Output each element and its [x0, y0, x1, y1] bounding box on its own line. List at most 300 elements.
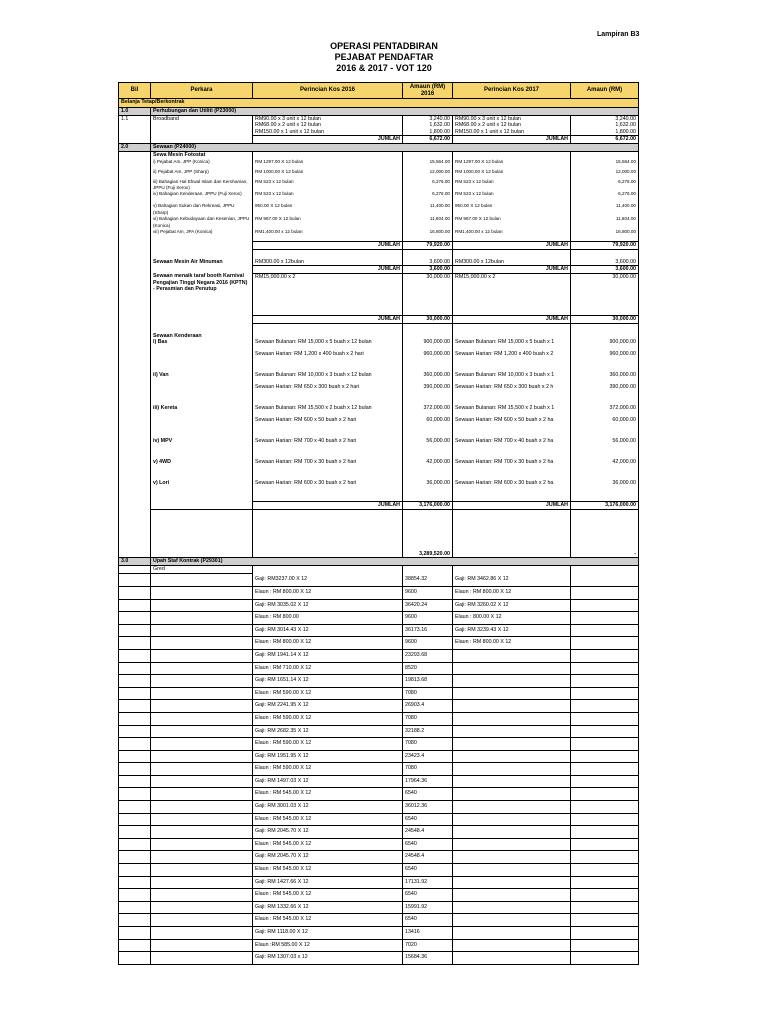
- amaun-2016-cell: 26903.4: [403, 700, 453, 713]
- amaun-2016-cell: 6540: [403, 864, 453, 877]
- amaun-2016-cell: 7080: [403, 687, 453, 700]
- bil-cell: [119, 315, 151, 323]
- doc-title-line-1: OPERASI PENTADBIRAN: [330, 41, 438, 51]
- amaun-2017-cell: [571, 624, 639, 637]
- amaun-2017-cell: 11,400.00: [571, 203, 639, 216]
- amaun-2017-cell: [571, 700, 639, 713]
- perincian-2016-cell: Gaji: RM 1118.00 X 12: [253, 927, 403, 940]
- perincian-2016-cell: Gaji: RM 1307.03 x 12: [253, 952, 403, 965]
- perkara-cell: v) Lori: [151, 480, 253, 492]
- jumlah-label-2017: JUMLAH: [453, 136, 571, 144]
- bil-cell: [119, 216, 151, 229]
- salary-row: [119, 927, 639, 940]
- amaun-2016-cell: 6540: [403, 889, 453, 902]
- amaun-2016-cell: 372,000.00: [403, 405, 453, 417]
- fotostat-row: [119, 216, 639, 229]
- perincian-2016-cell: Sewaan Bulanan: RM 15,500 x 2 buah x 12 bulan: [253, 405, 403, 417]
- perincian-2017-cell: [453, 649, 571, 662]
- section-title: Upah Staf Kontrak (P29301): [151, 558, 639, 566]
- amaun-2017-cell: [571, 952, 639, 965]
- fotostat-row: [119, 179, 639, 192]
- perincian-2017-cell: [453, 864, 571, 877]
- perkara-cell: [151, 763, 253, 776]
- amaun-2016-cell: [403, 566, 453, 574]
- perincian-2016-cell: Gaji: RM 2045.70 X 12: [253, 826, 403, 839]
- perincian-2017-cell: RM 1297.00 X 12 bulan: [453, 159, 571, 169]
- section-header-row: [119, 108, 639, 116]
- perincian-2016-cell: Elaun : RM 590.00 X 12: [253, 763, 403, 776]
- perkara-cell: [151, 586, 253, 599]
- perincian-2017-cell: [453, 687, 571, 700]
- total-2017: 3,176,000.00: [571, 502, 639, 510]
- perincian-2017-cell: RM150.00 x 1 unit x 12 bulan: [453, 129, 571, 136]
- kenderaan-row: [119, 384, 639, 396]
- perkara-cell: [151, 502, 253, 510]
- bil-cell: [119, 624, 151, 637]
- bil-cell: [119, 574, 151, 587]
- bil-cell: [119, 417, 151, 429]
- bil-cell: [119, 801, 151, 814]
- amaun-2016-cell: 36012.36: [403, 801, 453, 814]
- bil-cell: [119, 725, 151, 738]
- section-title: Sewaan (P24000): [151, 144, 639, 152]
- salary-row: [119, 750, 639, 763]
- salary-row: [119, 712, 639, 725]
- bil-cell: [119, 599, 151, 612]
- salary-row: [119, 952, 639, 965]
- amaun-2016-cell: 3,600.00: [403, 259, 453, 266]
- bil-cell: [119, 136, 151, 144]
- perincian-2016-cell: Elaun : RM 590.00 X 12: [253, 687, 403, 700]
- bil-cell: [119, 687, 151, 700]
- perkara-cell: [151, 384, 253, 396]
- fotostat-row: [119, 169, 639, 179]
- perkara-cell: [151, 624, 253, 637]
- section-header-row: [119, 144, 639, 152]
- perkara-cell: [151, 687, 253, 700]
- bil-cell: [119, 939, 151, 952]
- salary-row: [119, 813, 639, 826]
- perincian-2016-cell: Gaji: RM 3035.02 X 12: [253, 599, 403, 612]
- amaun-2016-cell: [403, 152, 453, 159]
- perincian-2016-cell: Gaji: RM 2045.70 X 12: [253, 851, 403, 864]
- amaun-2016-cell: 30,000.00: [403, 273, 453, 315]
- perincian-2017-cell: Sewaan Harian: RM 600 x 30 buah x 2 ha: [453, 480, 571, 492]
- amaun-2017-cell: [571, 687, 639, 700]
- bil-cell: [119, 637, 151, 650]
- category-label: Belanja Tetap/Berkontrak: [119, 99, 639, 108]
- perkara-cell: [151, 351, 253, 363]
- amaun-2017-cell: [571, 637, 639, 650]
- amaun-2016-cell: 1,800.00: [403, 129, 453, 136]
- bil-cell: [119, 159, 151, 169]
- perincian-2016-cell: Sewaan Harian: RM 1,200 x 400 buah x 2 hari: [253, 351, 403, 363]
- amaun-2017-cell: [571, 574, 639, 587]
- perkara-cell: [151, 939, 253, 952]
- salary-row: [119, 876, 639, 889]
- perkara-cell: Sewa Mesin Fotostat: [151, 152, 253, 159]
- jumlah-row: [119, 265, 639, 273]
- perincian-2016-cell: RM1,400.00 x 12 bulan: [253, 229, 403, 241]
- perincian-2016-cell: Elaun : RM 545.00 X 12: [253, 864, 403, 877]
- salary-row: [119, 763, 639, 776]
- perincian-2016-cell: Elaun : RM 545.00 X 12: [253, 788, 403, 801]
- bil-cell: [119, 129, 151, 136]
- perincian-2016-cell: Sewaan Bulanan: RM 15,000 x 5 buah x 12 bulan: [253, 339, 403, 351]
- amaun-2017-cell: [571, 801, 639, 814]
- amaun-2016-cell: 36420.24: [403, 599, 453, 612]
- amaun-2017-cell: 960,000.00: [571, 351, 639, 363]
- amaun-2017-cell: [571, 612, 639, 625]
- perincian-2016-cell: Gaji: RM 1497.03 X 12: [253, 775, 403, 788]
- budget-table: [118, 82, 639, 965]
- perkara-cell: [151, 725, 253, 738]
- perincian-2017-cell: [453, 788, 571, 801]
- bil-cell: [119, 662, 151, 675]
- perkara-cell: [151, 700, 253, 713]
- bil-cell: [119, 775, 151, 788]
- bil-cell: 1.1: [119, 116, 151, 123]
- salary-row: [119, 612, 639, 625]
- fotostat-row: [119, 203, 639, 216]
- salary-row: [119, 675, 639, 688]
- amaun-2016-cell: 9600: [403, 612, 453, 625]
- spacer-row: [119, 396, 639, 405]
- perincian-2016-cell: Gaji: RM 1951.95 X 12: [253, 750, 403, 763]
- perincian-2017-cell: [453, 662, 571, 675]
- perkara-cell: iii) Kereta: [151, 405, 253, 417]
- perkara-cell: Sewaan Mesin Air Minuman: [151, 259, 253, 266]
- grand-total-2016: 3,289,520.00: [403, 510, 453, 558]
- salary-row: [119, 939, 639, 952]
- amaun-2017-cell: 3,600.00: [571, 259, 639, 266]
- amaun-2016-cell: 24548.4: [403, 851, 453, 864]
- amaun-2016-cell: 7080: [403, 763, 453, 776]
- perincian-2017-cell: Gaji: RM 3462.86 X 12: [453, 574, 571, 587]
- perincian-2017-cell: [453, 826, 571, 839]
- amaun-2017-cell: [571, 675, 639, 688]
- perincian-2016-cell: Sewaan Harian: RM 600 x 30 buah x 2 hari: [253, 480, 403, 492]
- bil-cell: [119, 712, 151, 725]
- amaun-2017-cell: [571, 788, 639, 801]
- budget-table-body: [119, 83, 639, 965]
- perincian-2017-cell: [453, 813, 571, 826]
- amaun-2016-cell: 390,000.00: [403, 384, 453, 396]
- kenderaan-row: [119, 339, 639, 351]
- perincian-2017-cell: [453, 889, 571, 902]
- kenderaan-row: [119, 372, 639, 384]
- amaun-2016-cell: 60,000.00: [403, 417, 453, 429]
- perkara-cell: Sewaan menaik taraf booth Karnival Pengajian Tinggi Negara 2016 (KPTN) - Perasmian dan Penutup: [151, 273, 253, 315]
- salary-row: [119, 599, 639, 612]
- perkara-cell: ii) Van: [151, 372, 253, 384]
- amaun-2017-cell: [571, 851, 639, 864]
- perincian-2017-cell: Elaun : 800.00 X 12: [453, 612, 571, 625]
- section-number: 2.0: [119, 144, 151, 152]
- bil-cell: [119, 675, 151, 688]
- amaun-2017-cell: [571, 725, 639, 738]
- perincian-2016-cell: Sewaan Harian: RM 650 x 300 buah x 2 hari: [253, 384, 403, 396]
- total-2017: 3,600.00: [571, 265, 639, 273]
- amaun-2017-cell: 11,604.00: [571, 216, 639, 229]
- perkara-cell: vii) Pejabat Am, JPA (Konica): [151, 229, 253, 241]
- perincian-2016-cell: 950.00 X 12 bulan: [253, 203, 403, 216]
- header-bil: Bil: [119, 83, 151, 99]
- kenderaan-row: [119, 351, 639, 363]
- amaun-2017-cell: [571, 599, 639, 612]
- perincian-2016-cell: RM68.00 x 2 unit x 12 bulan: [253, 122, 403, 128]
- amaun-2016-cell: 36173.16: [403, 624, 453, 637]
- perincian-2017-cell: [453, 712, 571, 725]
- perincian-2016-cell: Elaun : RM 545.00 X 12: [253, 813, 403, 826]
- bil-cell: [119, 384, 151, 396]
- perincian-2016-cell: RM150.00 x 1 unit x 12 bulan: [253, 129, 403, 136]
- spacer-row: [119, 492, 639, 502]
- salary-row: [119, 586, 639, 599]
- amaun-2016-cell: 6540: [403, 813, 453, 826]
- booth-row: [119, 273, 639, 315]
- amaun-2016-cell: 15991.92: [403, 901, 453, 914]
- perincian-2016-cell: Gaji: RM 1651.14 X 12: [253, 675, 403, 688]
- amaun-2017-cell: [571, 649, 639, 662]
- perkara-cell: [151, 599, 253, 612]
- perincian-2016-cell: RM300.00 x 12bulan: [253, 259, 403, 266]
- amaun-2016-cell: 15684.36: [403, 952, 453, 965]
- perkara-cell: iii) Bahagian Hal Ehwal Islam dan Kerohanian, JPPU (Fuji Xerox): [151, 179, 253, 192]
- perincian-2016-cell: Elaun : RM 545.00 X 12: [253, 914, 403, 927]
- amaun-2016-cell: 7020: [403, 939, 453, 952]
- perkara-cell: [151, 788, 253, 801]
- amaun-2017-cell: [571, 876, 639, 889]
- amaun-2017-cell: 6,276.00: [571, 191, 639, 203]
- amaun-2017-cell: [571, 738, 639, 751]
- amaun-2016-cell: 42,000.00: [403, 459, 453, 471]
- amaun-2016-cell: 56,000.00: [403, 438, 453, 450]
- amaun-2016-cell: 17964.36: [403, 775, 453, 788]
- perincian-2016-cell: Elaun :RM 585.00 X 12: [253, 939, 403, 952]
- amaun-2016-cell: 6540: [403, 914, 453, 927]
- perincian-2017-cell: Sewaan Bulanan: RM 15,500 x 2 buah x 1: [453, 405, 571, 417]
- fotostat-row: [119, 229, 639, 241]
- header-amaun-2017: Amaun (RM): [571, 83, 639, 99]
- perincian-2017-cell: [453, 876, 571, 889]
- spacer-row: [119, 450, 639, 459]
- perincian-2017-cell: Sewaan Harian: RM 650 x 300 buah x 2 h: [453, 384, 571, 396]
- bil-cell: [119, 838, 151, 851]
- amaun-2017-cell: [571, 813, 639, 826]
- perkara-cell: [151, 927, 253, 940]
- amaun-2016-cell: 32188.2: [403, 725, 453, 738]
- salary-row: [119, 851, 639, 864]
- perincian-2016-cell: Elaun : RM 710.00 X 12: [253, 662, 403, 675]
- broadband-row: [119, 116, 639, 123]
- perincian-2016-cell: Sewaan Harian: RM 700 x 30 buah x 2 hari: [253, 459, 403, 471]
- amaun-2017-cell: 16,800.00: [571, 229, 639, 241]
- amaun-2017-cell: 15,564.00: [571, 159, 639, 169]
- fotostat-row: [119, 159, 639, 169]
- perkara-cell: [151, 315, 253, 323]
- bil-cell: [119, 510, 151, 558]
- perincian-2016-cell: [253, 152, 403, 159]
- amaun-2017-cell: 12,000.00: [571, 169, 639, 179]
- bil-cell: [119, 265, 151, 273]
- perincian-2016-cell: RM 1297.00 X 12 bulan: [253, 159, 403, 169]
- bil-cell: [119, 259, 151, 266]
- perincian-2016-cell: RM90.00 x 3 unit x 12 bulan: [253, 116, 403, 123]
- fotostat-row: [119, 191, 639, 203]
- bil-cell: [119, 763, 151, 776]
- perkara-cell: [151, 612, 253, 625]
- bil-cell: [119, 203, 151, 216]
- header-perincian-2017: Perincian Kos 2017: [453, 83, 571, 99]
- perincian-2016-cell: Gaji: RM 1941.14 X 12: [253, 649, 403, 662]
- amaun-2017-cell: 56,000.00: [571, 438, 639, 450]
- perincian-2017-cell: RM 967.00 X 12 bulan: [453, 216, 571, 229]
- bil-cell: [119, 339, 151, 351]
- amaun-2017-cell: [571, 864, 639, 877]
- salary-row: [119, 662, 639, 675]
- header-perincian-2016: Perincian Kos 2016: [253, 83, 403, 99]
- perkara-cell: [151, 952, 253, 965]
- amaun-2016-cell: 17131.92: [403, 876, 453, 889]
- amaun-2017-cell: [571, 889, 639, 902]
- salary-row: [119, 914, 639, 927]
- bil-cell: [119, 649, 151, 662]
- bil-cell: [119, 229, 151, 241]
- salary-row: [119, 725, 639, 738]
- bil-cell: [119, 480, 151, 492]
- perkara-cell: [151, 574, 253, 587]
- perincian-2017-cell: 950.00 X 12 bulan: [453, 203, 571, 216]
- spacer-row: [119, 429, 639, 438]
- perincian-2017-cell: [453, 725, 571, 738]
- jumlah-label-2017: JUMLAH: [453, 502, 571, 510]
- total-2016: 3,176,000.00: [403, 502, 453, 510]
- amaun-2017-cell: [571, 826, 639, 839]
- header-perkara: Perkara: [151, 83, 253, 99]
- bil-cell: [119, 750, 151, 763]
- salary-row: [119, 838, 639, 851]
- salary-row: [119, 738, 639, 751]
- perincian-2016-cell: Sewaan Harian: RM 600 x 50 buah x 2 hari: [253, 417, 403, 429]
- perkara-cell: [151, 129, 253, 136]
- kenderaan-row: [119, 405, 639, 417]
- perkara-cell: [151, 241, 253, 249]
- perincian-2017-cell: [453, 838, 571, 851]
- bil-cell: [119, 438, 151, 450]
- perincian-2017-cell: Sewaan Harian: RM 1,200 x 400 buah x 2: [453, 351, 571, 363]
- perincian-2017-cell: [453, 738, 571, 751]
- amaun-2016-cell: 11,604.00: [403, 216, 453, 229]
- perkara-cell: [151, 136, 253, 144]
- bil-cell: [119, 889, 151, 902]
- amaun-2016-cell: 8520: [403, 662, 453, 675]
- jumlah-row: [119, 136, 639, 144]
- perincian-2017-cell: Gaji: RM 3260.02 X 12: [453, 599, 571, 612]
- perkara-cell: [151, 662, 253, 675]
- total-2017: 6,672.00: [571, 136, 639, 144]
- perincian-2017-cell: [453, 763, 571, 776]
- perincian-2016-cell: Gaji: RM 1332.66 X 12: [253, 901, 403, 914]
- perincian-2017-cell: Gaji: RM 3239.43 X 12: [453, 624, 571, 637]
- amaun-2016-cell: 12,000.00: [403, 169, 453, 179]
- total-2016: 30,000.00: [403, 315, 453, 323]
- amaun-2016-cell: 3,240.00: [403, 116, 453, 123]
- perincian-2017-cell: [453, 510, 571, 558]
- perincian-2017-cell: RM90.00 x 3 unit x 12 bulan: [453, 116, 571, 123]
- spacer-row: [119, 249, 639, 259]
- section-header-row: [119, 558, 639, 566]
- salary-row: [119, 864, 639, 877]
- amaun-2017-cell: 900,000.00: [571, 339, 639, 351]
- amaun-2017-cell: [571, 775, 639, 788]
- perincian-2016-cell: Gaji: RM 1427.66 X 12: [253, 876, 403, 889]
- bil-cell: [119, 851, 151, 864]
- bil-cell: [119, 586, 151, 599]
- total-2016: 79,920.00: [403, 241, 453, 249]
- amaun-2017-cell: [571, 586, 639, 599]
- kenderaan-row: [119, 438, 639, 450]
- amaun-2017-cell: [571, 712, 639, 725]
- section-number: 3.0: [119, 558, 151, 566]
- perkara-cell: [151, 826, 253, 839]
- amaun-2017-cell: 6,276.00: [571, 179, 639, 192]
- perincian-2016-cell: Elaun : RM 545.00 X 12: [253, 838, 403, 851]
- bil-cell: [119, 901, 151, 914]
- perkara-cell: vi) Bahagian Kebudayaan dan Kesenian, JPPU (Konica): [151, 216, 253, 229]
- perincian-2016-cell: Elaun : RM 800.00 X 12: [253, 586, 403, 599]
- bil-cell: [119, 405, 151, 417]
- perkara-cell: [151, 265, 253, 273]
- perincian-2016-cell: Elaun : RM 545.00 X 12: [253, 889, 403, 902]
- salary-row: [119, 700, 639, 713]
- perkara-cell: [151, 901, 253, 914]
- perincian-2017-cell: RM 1000.00 X 12 bulan: [453, 169, 571, 179]
- bil-cell: [119, 876, 151, 889]
- amaun-2017-cell: [571, 566, 639, 574]
- perkara-cell: [151, 851, 253, 864]
- salary-row: [119, 574, 639, 587]
- amaun-2017-cell: [571, 152, 639, 159]
- perincian-2016-cell: RM 523 x 12 bulan: [253, 179, 403, 192]
- grand-total-row: [119, 510, 639, 558]
- jumlah-label-2016: JUMLAH: [253, 265, 403, 273]
- gred-row: [119, 566, 639, 574]
- perincian-2016-cell: [253, 566, 403, 574]
- perincian-2017-cell: [453, 750, 571, 763]
- salary-row: [119, 788, 639, 801]
- jumlah-row: [119, 315, 639, 323]
- perincian-2017-cell: Elaun : RM 800.00 X 12: [453, 637, 571, 650]
- amaun-2016-cell: 6,276.00: [403, 179, 453, 192]
- perincian-2017-cell: Sewaan Harian: RM 700 x 40 buah x 2 ha: [453, 438, 571, 450]
- jumlah-row: [119, 241, 639, 249]
- bil-cell: [119, 826, 151, 839]
- salary-row: [119, 775, 639, 788]
- amaun-2017-cell: 1,632.00: [571, 122, 639, 128]
- bil-cell: [119, 351, 151, 363]
- amaun-2016-cell: 19813.68: [403, 675, 453, 688]
- salary-row: [119, 901, 639, 914]
- header-row: [119, 83, 639, 99]
- perincian-2017-cell: [453, 700, 571, 713]
- perincian-2016-cell: Gaji: RM3237.00 X 12: [253, 574, 403, 587]
- amaun-2017-cell: [571, 750, 639, 763]
- perkara-cell: i) Bas: [151, 339, 253, 351]
- amaun-2016-cell: 16,800.00: [403, 229, 453, 241]
- perkara-cell: [151, 637, 253, 650]
- perkara-cell: iv) Bahagian Kenderaan, JPPU (Fuji Xerox): [151, 191, 253, 203]
